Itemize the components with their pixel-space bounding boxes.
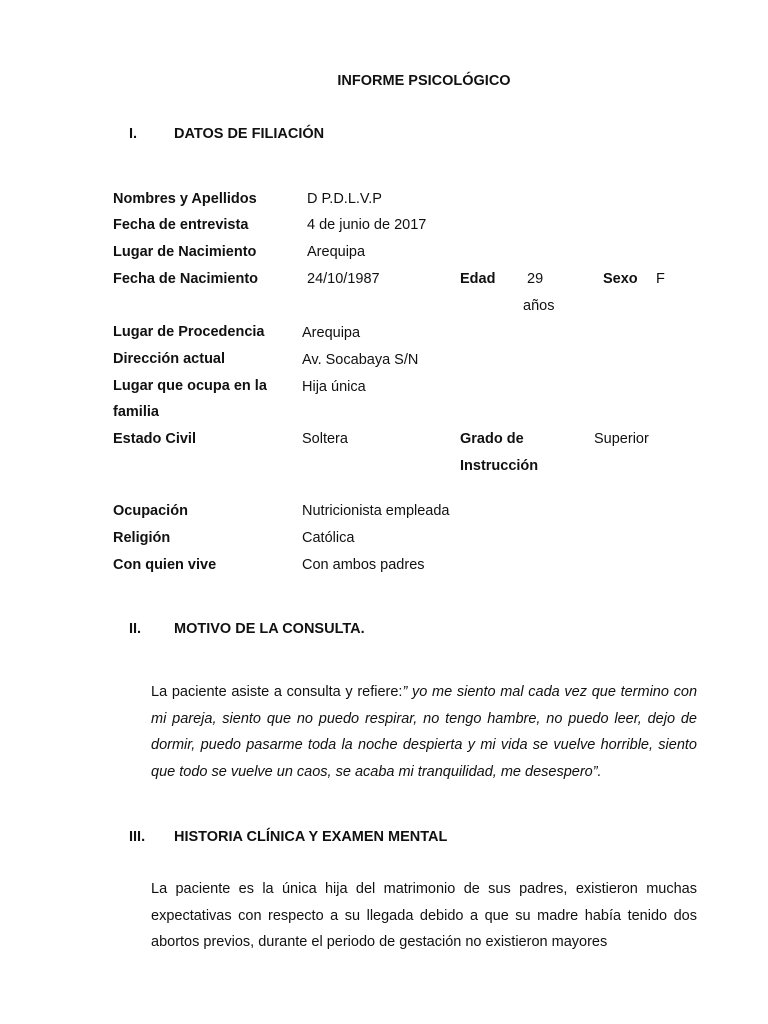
field-value: Católica <box>302 530 355 546</box>
field-label: familia <box>113 404 159 420</box>
field-label: Fecha de Nacimiento <box>113 271 259 287</box>
document-title: INFORME PSICOLÓGICO <box>337 73 511 89</box>
field-label: Lugar que ocupa en la <box>113 378 267 394</box>
field-value: Con ambos padres <box>302 557 425 573</box>
section-number: II. <box>129 621 142 637</box>
field-label: Fecha de entrevista <box>113 217 249 233</box>
field-value: Arequipa <box>302 325 361 341</box>
patient-quote: ” yo me siento mal cada vez que termino con mi pareja, siento que no puedo respirar, no tengo hambre, no puedo leer, dejo de dormir, puedo pasarme toda la noche despierta y mi vida se vuelve horrible, siento que todo se vuelve un caos, se acaba mi tranquilidad, me desespero”. <box>151 684 698 781</box>
field-value: Superior <box>594 431 649 447</box>
field-label: Sexo <box>603 271 638 287</box>
section-number: I. <box>129 126 138 142</box>
field-value-unit: años <box>523 298 555 314</box>
field-label: Religión <box>113 530 171 546</box>
field-label: Edad <box>460 271 496 287</box>
field-label: Grado de <box>460 431 524 447</box>
field-value: 24/10/1987 <box>307 271 380 287</box>
consultation-paragraph <box>151 679 697 786</box>
history-paragraph: La paciente es la única hija del matrimonio de sus padres, existieron muchas expectativas con respecto a su llegada debido a que su madre había tenido dos abortos previos, durante el periodo de gestación no existieron mayores <box>151 881 697 951</box>
field-value: Arequipa <box>307 244 366 260</box>
field-value: Hija única <box>302 379 366 395</box>
field-label: Ocupación <box>113 503 188 519</box>
consultation-intro: La paciente asiste a consulta y refiere: <box>151 684 403 700</box>
section-title: HISTORIA CLÍNICA Y EXAMEN MENTAL <box>174 829 448 845</box>
field-value: D P.D.L.V.P <box>307 191 382 207</box>
section-title: DATOS DE FILIACIÓN <box>174 126 325 142</box>
section-title: MOTIVO DE LA CONSULTA. <box>174 621 365 637</box>
field-label: Instrucción <box>460 458 539 474</box>
field-value: Nutricionista empleada <box>302 503 450 519</box>
section-number: III. <box>129 829 146 845</box>
field-label: Lugar de Procedencia <box>113 324 265 340</box>
field-label: Nombres y Apellidos <box>113 191 257 207</box>
field-label: Con quien vive <box>113 557 217 573</box>
field-value: 29 <box>527 271 544 287</box>
field-value: F <box>656 271 665 287</box>
field-value: 4 de junio de 2017 <box>307 217 427 233</box>
field-value: Av. Socabaya S/N <box>302 352 419 368</box>
field-value: Soltera <box>302 431 348 447</box>
field-label: Lugar de Nacimiento <box>113 244 257 260</box>
field-label: Estado Civil <box>113 431 196 447</box>
field-label: Dirección actual <box>113 351 226 367</box>
